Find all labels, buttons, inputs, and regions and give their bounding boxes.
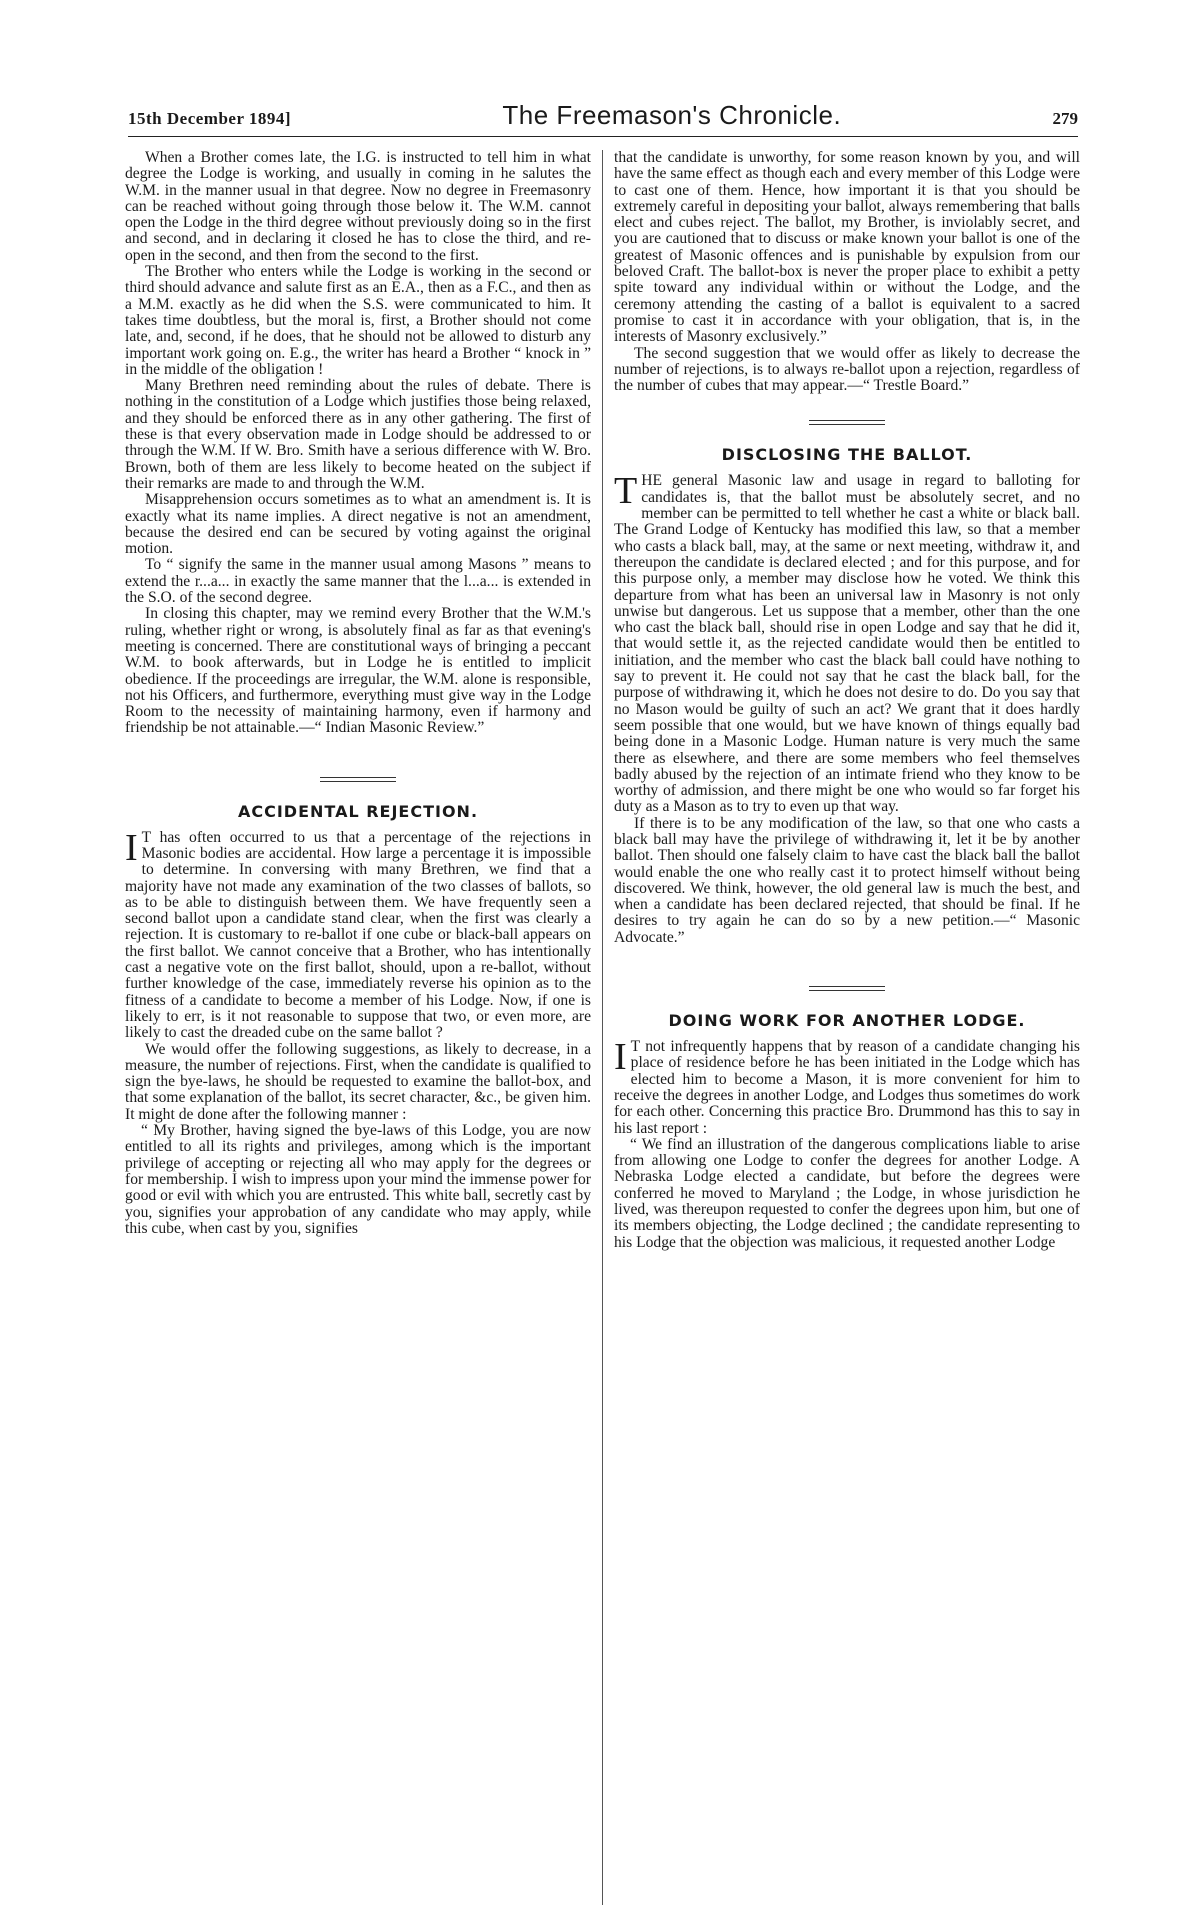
page-number: 279 bbox=[1052, 109, 1078, 128]
article-paragraph: The Brother who enters while the Lodge is working in the second or third should advance and salute first as an E.A., then as a F.C., and then as a M.M. exactly as he did when the S.S. were communicated to him. It takes time doubtless, but the moral is, first, a Brother should not come late, and, second, if he does, that he should not be allowed to disturb any important work going on. E.g., the writer has heard a Brother “ knock in ” in the middle of the obligation ! bbox=[125, 263, 591, 378]
article-paragraph: Misapprehension occurs sometimes as to what an amendment is. It is exactly what its name implies. A direct negative is not an amendment, because the desired end can be secured by voting against the original motion. bbox=[125, 491, 591, 558]
article-paragraph: When a Brother comes late, the I.G. is instructed to tell him in what degree the Lodge is working, and usually in coming in he salutes the W.M. in the manner usual in that degree. Now no degree in Freemasonry can be reached without going through those below it. The W.M. cannot open the Lodge in the third degree without previously doing so in the first and second, and in declaring it closed he has to close the third, and re-open in the second, and then from the second to the first. bbox=[125, 150, 591, 264]
article-paragraph bbox=[614, 1036, 1080, 1137]
article-paragraph: “ My Brother, having signed the bye-laws of this Lodge, you are now entitled to all its rights and privileges, among which is the important privilege of accepting or rejecting all who may apply for the degrees or for membership. I wish to impress upon your mind the immense power for good or evil with which you are entrusted. This white ball, secretly cast by you, signifies your approbation of any candidate who may apply, while this cube, when cast by you, signifies bbox=[125, 1122, 591, 1237]
drop-cap: I bbox=[614, 1036, 627, 1079]
article-paragraph: that the candidate is unworthy, for some reason known by you, and will have the same effect as though each and every member of this Lodge were to cast one of them. Hence, how important it is that you should be extremely careful in depositing your ballot, always remembering that balls elect and cubes reject. The ballot, my Brother, is inviolably secret, and you are cautioned that to discuss or make known your ballot is one of the greatest of Masonic offences and is punishable by expulsion from our beloved Craft. The ballot-box is never the proper place to exhibit a petty spite toward any individual within or without the Lodge, and the ceremony attending the casting of a ballot is equivalent to a sacred promise to cast it in accordance with your obligation, that is, in the interests of Masonry exclusively.” bbox=[614, 150, 1080, 346]
drop-cap: T bbox=[614, 470, 638, 513]
article-paragraph bbox=[125, 826, 591, 1042]
article-columns bbox=[125, 150, 1080, 1905]
paragraph-text: HE general Masonic law and usage in regard to balloting for candidates is, that the ballot must be absolutely secret, and no member can be permitted to tell whether he cast a white or black ball. The Grand Lodge of Kentucky has modified this law, so that a member who casts a black ball, may, at the same or next meeting, withdraw it, and thereupon the candidate is declared elected ; and for this purpose, and for this purpose only, a member may disclose how he voted. We think this departure from what has been an universal law in Masonry is not only unwise but dangerous. Let us suppose that a member, other than the one who cast the black ball, should rise in open Lodge and say that he did it, that would settle it, as the rejected candidate would then be entitled to initiation, and the member who cast the black ball could have nothing to say to prevent it. He could not say that he cast the black ball, for the purpose of withdrawing it, which he does not desire to do. Do you say that no Mason would be guilty of such an act? We grant that it does hardly seem possible that one would, but we have known of things equally bad being done in a Masonic Lodge. Human nature is very much the same there as elsewhere, and there are some members who feel themselves badly abused by the rejection of an intimate friend who they know to be worthy of admission, and there might be one who would so far forget his duty as a Mason as to try to even up that way. bbox=[614, 472, 1080, 816]
heading-doing-work-for-another-lodge: DOING WORK FOR ANOTHER LODGE. bbox=[668, 1011, 1026, 1031]
article-paragraph bbox=[614, 470, 1080, 816]
section-divider bbox=[320, 777, 396, 782]
article-paragraph: “ We find an illustration of the dangerous complications liable to arise from allowing one Lodge to confer the degrees for another Lodge. A Nebraska Lodge elected a candidate, but before the degrees were conferred he moved to Maryland ; the Lodge, in whose jurisdiction he lived, was thereupon requested to confer the degrees upon him, but one of its members objecting, the Lodge declined ; the candidate representing to his Lodge that the objection was malicious, it requested another Lodge bbox=[614, 1135, 1080, 1251]
paragraph-text: T has often occurred to us that a percentage of the rejections in Masonic bodies are accidental. How large a percentage it is impossible to determine. In conversing with many Brethren, we find that a majority have not made any examination of the two classes of ballots, so as to be able to distinguish between them. We have frequently seen a second ballot upon a candidate stand clear, when the first was clearly a rejection. It is customary to re-ballot if one cube or black-ball appears on the first ballot. We cannot conceive that a Brother, who has intentionally cast a negative vote on the first ballot, should, upon a re-ballot, without further knowledge of the case, immediately reverse his opinion as to the fitness of a candidate to become a member of his Lodge. Now, if one is likely to err, is it not reasonable to suppose that two, or even more, are likely to cast the dreaded cube on the same ballot ? bbox=[125, 828, 591, 1042]
article-paragraph: In closing this chapter, may we remind every Brother that the W.M.'s ruling, whether right or wrong, is absolutely final as far as that evening's meeting is concerned. There are constitutional ways of bringing a peccant W.M. to book afterwards, but in Lodge he is entitled to implicit obedience. If the proceedings are irregular, the W.M. alone is responsible, not his Officers, and furthermore, everything must give way in the Lodge Room to the necessity of maintaining harmony, even if harmony and friendship be not attainable.—“ Indian Masonic Review.” bbox=[125, 605, 591, 737]
publication-title: The Freemason's Chronicle. bbox=[502, 100, 842, 130]
paragraph-text: T not infrequently happens that by reason of a candidate changing his place of residence before he has been initiated in the Lodge which has elected him to become a Mason, it is more convenient for him to receive the degrees in another Lodge, and Lodges thus sometimes do work for each other. Concerning this practice Bro. Drummond has this to say in his last report : bbox=[614, 1038, 1080, 1137]
section-divider bbox=[809, 420, 885, 425]
heading-disclosing-the-ballot: DISCLOSING THE BALLOT. bbox=[721, 445, 973, 465]
section-divider bbox=[809, 986, 885, 991]
column-rule bbox=[602, 150, 603, 1905]
page-header bbox=[128, 100, 1078, 137]
heading-accidental-rejection: ACCIDENTAL REJECTION. bbox=[237, 801, 479, 821]
article-paragraph: Many Brethren need reminding about the rules of debate. There is nothing in the constitution of a Lodge which justifies those being relaxed, and they should be enforced there as in any other gathering. The first of these is that every observation made in Lodge should be addressed to or through the W.M. If W. Bro. Smith have a serious difference with W. Bro. Brown, both of them are less likely to become heated on the subject if their remarks are made to and through the W.M. bbox=[125, 377, 591, 492]
article-paragraph: The second suggestion that we would offer as likely to decrease the number of rejections, is to always re-ballot upon a rejection, regardless of the number of cubes that may appear.—“ Trestle Board.” bbox=[614, 344, 1080, 395]
issue-date: 15th December 1894] bbox=[128, 109, 292, 128]
article-paragraph: If there is to be any modification of the law, so that one who casts a black ball may have the privilege of withdrawing it, let it be by another ballot. Then should one falsely claim to have cast the black ball the ballot would enable the one who really cast it to protect himself without being discovered. We think, however, the old general law is much the best, and when a candidate has been declared rejected, that should be final. If he desires to try again he can do so by a new petition.—“ Masonic Advocate.” bbox=[614, 814, 1080, 946]
drop-cap: I bbox=[125, 826, 138, 869]
left-column bbox=[125, 150, 591, 1905]
right-column bbox=[614, 150, 1080, 1905]
article-paragraph: To “ signify the same in the manner usual among Masons ” means to extend the r...a... in exactly the same manner that the l...a... is extended in the S.O. of the second degree. bbox=[125, 556, 591, 607]
article-paragraph: We would offer the following suggestions, as likely to decrease, in a measure, the number of rejections. First, when the candidate is qualified to sign the bye-laws, he should be requested to examine the ballot-box, and that some explanation of the ballot, its secret character, &c., be given him. It might de done after the following manner : bbox=[125, 1040, 591, 1123]
